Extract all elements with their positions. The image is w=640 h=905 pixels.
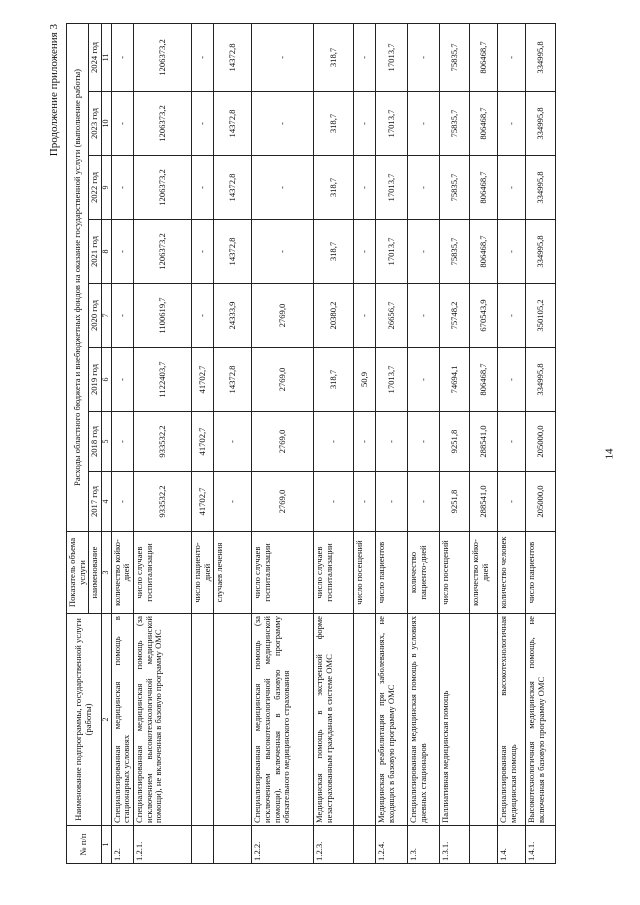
row-name: Специализированная медицинская помощь в условиях дневных стационаров	[408, 614, 440, 826]
row-value: 1206373,2	[134, 23, 192, 91]
row-value: 1206373,2	[134, 92, 192, 156]
row-unit: число случаев госпитализации	[252, 532, 314, 614]
continuation-note: Продолжение приложения 3	[48, 24, 60, 157]
column-index: 1	[101, 826, 111, 864]
row-value: 2769,0	[252, 412, 314, 472]
header-year: 2022 год	[89, 156, 102, 220]
row-value: -	[111, 220, 133, 284]
column-index: 10	[101, 92, 111, 156]
header-num: № п/п	[67, 826, 102, 864]
row-value: -	[354, 472, 376, 532]
row-value: 75835,7	[440, 92, 470, 156]
row-value: -	[376, 472, 408, 532]
row-value: 334995,8	[526, 23, 556, 91]
column-index: 6	[101, 348, 111, 412]
row-value: 1206373,2	[134, 156, 192, 220]
row-value: 24333,9	[214, 284, 252, 348]
row-value: 17013,7	[376, 220, 408, 284]
row-unit: число пациентов	[526, 532, 556, 614]
row-value: 806468,7	[470, 220, 498, 284]
row-value: -	[111, 348, 133, 412]
row-name: Специализированная медицинская помощь (за исключением высокотехнологичной медицинской помощи), включенная в базовую программу обязательного медицинского страхования	[252, 614, 314, 826]
table-row	[314, 23, 354, 863]
row-value: 14372,8	[214, 348, 252, 412]
row-value: 1100619,7	[134, 284, 192, 348]
budget-table	[66, 23, 556, 864]
row-number	[192, 826, 214, 864]
row-unit: число пациенто-дней	[192, 532, 214, 614]
row-name: Специализированная высокотехнологичная медицинская помощь	[498, 614, 526, 826]
row-value: 334995,8	[526, 92, 556, 156]
column-index: 3	[101, 532, 111, 614]
row-value: 14372,8	[214, 220, 252, 284]
table-row	[526, 23, 556, 863]
table-row	[440, 23, 470, 863]
row-number: 1.2.1.	[134, 826, 192, 864]
row-value: -	[498, 92, 526, 156]
row-value: 288541,0	[470, 412, 498, 472]
table-row	[354, 23, 376, 863]
row-value: -	[111, 156, 133, 220]
row-value: 9251,8	[440, 412, 470, 472]
row-name	[470, 614, 498, 826]
row-value: 75835,7	[440, 220, 470, 284]
row-number: 1.3.	[408, 826, 440, 864]
row-value: 933532,2	[134, 412, 192, 472]
row-unit: количество койко-дней	[470, 532, 498, 614]
row-value: -	[498, 220, 526, 284]
row-value: -	[408, 348, 440, 412]
column-index: 5	[101, 412, 111, 472]
row-value: -	[214, 472, 252, 532]
row-number: 1.2.3.	[314, 826, 354, 864]
row-value: -	[354, 92, 376, 156]
row-number: 1.3.1.	[440, 826, 470, 864]
row-unit: число посещений	[440, 532, 470, 614]
row-value: -	[192, 284, 214, 348]
column-index: 8	[101, 220, 111, 284]
row-number	[214, 826, 252, 864]
row-value: 75835,7	[440, 156, 470, 220]
table-row	[470, 23, 498, 863]
header-name: Наименование подпрограммы, государственной услуги (работы)	[67, 614, 102, 826]
row-value: 318,7	[314, 348, 354, 412]
row-value: 17013,7	[376, 23, 408, 91]
header-row-group	[67, 23, 89, 863]
header-year: 2024 год	[89, 23, 102, 91]
row-value: 17013,7	[376, 92, 408, 156]
row-value: -	[252, 23, 314, 91]
column-index-row	[101, 23, 111, 863]
row-value: -	[408, 284, 440, 348]
row-value: -	[252, 156, 314, 220]
row-value: 41702,7	[192, 472, 214, 532]
row-value: 806468,7	[470, 348, 498, 412]
row-number: 1.2.2.	[252, 826, 314, 864]
row-value: 14372,8	[214, 156, 252, 220]
row-value: -	[111, 23, 133, 91]
row-value: 14372,8	[214, 23, 252, 91]
row-value: -	[214, 412, 252, 472]
row-value: -	[354, 220, 376, 284]
row-unit: случаев лечения	[214, 532, 252, 614]
row-value: -	[408, 220, 440, 284]
table-row	[376, 23, 408, 863]
row-unit: число случаев госпитализации	[134, 532, 192, 614]
row-number: 1.4.1.	[526, 826, 556, 864]
row-name: Специализированная медицинская помощь в стационарных условиях	[111, 614, 133, 826]
rotated-page	[48, 24, 608, 864]
row-value: -	[111, 472, 133, 532]
row-value: -	[111, 284, 133, 348]
header-unit: наименование	[89, 532, 102, 614]
row-value: -	[408, 23, 440, 91]
row-value: 334995,8	[526, 348, 556, 412]
row-value: 350105,2	[526, 284, 556, 348]
row-value: 318,7	[314, 92, 354, 156]
row-name: Паллиативная медицинская помощь	[440, 614, 470, 826]
row-value: 933532,2	[134, 472, 192, 532]
row-value: -	[408, 92, 440, 156]
row-value: -	[354, 284, 376, 348]
row-value: -	[376, 412, 408, 472]
row-value: 75748,2	[440, 284, 470, 348]
row-unit: количество человек	[498, 532, 526, 614]
row-value: -	[192, 220, 214, 284]
table-header	[67, 23, 112, 863]
row-value: 2769,0	[252, 348, 314, 412]
row-value: 334995,8	[526, 220, 556, 284]
row-value: 318,7	[314, 156, 354, 220]
row-value: -	[252, 92, 314, 156]
row-value: -	[408, 412, 440, 472]
row-name: Высокотехнологичная медицинская помощь, не включенная в базовую программу ОМС	[526, 614, 556, 826]
row-value: -	[252, 220, 314, 284]
row-value: 288541,0	[470, 472, 498, 532]
row-value: 670543,9	[470, 284, 498, 348]
row-value: 1122403,7	[134, 348, 192, 412]
row-name	[192, 614, 214, 826]
column-index: 11	[101, 23, 111, 91]
row-unit: число посещений	[354, 532, 376, 614]
row-value: 2769,0	[252, 472, 314, 532]
row-value: -	[111, 92, 133, 156]
row-name	[214, 614, 252, 826]
row-value: 14372,8	[214, 92, 252, 156]
row-name: Специализированная медицинская помощь (за исключением высокотехнологичной медицинской помощи), не включенная в базовую программу ОМС	[134, 614, 192, 826]
row-value: -	[314, 412, 354, 472]
header-year: 2021 год	[89, 220, 102, 284]
row-value: 318,7	[314, 220, 354, 284]
header-year: 2018 год	[89, 412, 102, 472]
row-value: -	[498, 412, 526, 472]
column-index: 4	[101, 472, 111, 532]
row-value: 205000,0	[526, 412, 556, 472]
row-name	[354, 614, 376, 826]
column-index: 2	[101, 614, 111, 826]
row-value: 17013,7	[376, 348, 408, 412]
row-unit: число пациентов	[376, 532, 408, 614]
row-value: 2769,0	[252, 284, 314, 348]
row-name: Медицинская реабилитация при заболеваниях, не входящих в базовую программу ОМС	[376, 614, 408, 826]
header-year: 2023 год	[89, 92, 102, 156]
row-value: -	[498, 348, 526, 412]
page-number: 14	[603, 448, 616, 460]
row-value: 334995,8	[526, 156, 556, 220]
row-unit: количество койко-дней	[111, 532, 133, 614]
row-number	[354, 826, 376, 864]
row-number	[470, 826, 498, 864]
row-number: 1.4.	[498, 826, 526, 864]
row-value: -	[354, 23, 376, 91]
header-year: 2017 год	[89, 472, 102, 532]
row-value: -	[192, 92, 214, 156]
table-row	[192, 23, 214, 863]
row-value: 75835,7	[440, 23, 470, 91]
row-value: -	[314, 472, 354, 532]
row-value: -	[192, 156, 214, 220]
header-indicator-group: Показатель объема услуги	[67, 532, 89, 614]
row-value: 205000,0	[526, 472, 556, 532]
row-value: -	[111, 412, 133, 472]
row-name: Медицинская помощь в экстренной форме незастрахованным гражданам в системе ОМС	[314, 614, 354, 826]
row-value: 41702,7	[192, 348, 214, 412]
row-value: -	[408, 472, 440, 532]
table-row	[498, 23, 526, 863]
row-value: 41702,7	[192, 412, 214, 472]
row-value: 9251,8	[440, 472, 470, 532]
row-value: 20380,2	[314, 284, 354, 348]
table-row	[408, 23, 440, 863]
header-expense-group: Расходы областного бюджета и внебюджетных фондов на оказание государственной услуги (выполнение работы)	[67, 23, 89, 531]
table-row	[111, 23, 133, 863]
row-value: -	[354, 156, 376, 220]
header-year: 2020 год	[89, 284, 102, 348]
row-value: 1206373,2	[134, 220, 192, 284]
column-index: 7	[101, 284, 111, 348]
row-number: 1.2.4.	[376, 826, 408, 864]
row-value: 17013,7	[376, 156, 408, 220]
row-value: -	[498, 284, 526, 348]
row-value: -	[192, 23, 214, 91]
table-body	[111, 23, 556, 863]
row-value: -	[498, 156, 526, 220]
row-value: 806468,7	[470, 92, 498, 156]
row-value: 50,9	[354, 348, 376, 412]
table-row	[214, 23, 252, 863]
row-value: -	[498, 23, 526, 91]
row-value: -	[408, 156, 440, 220]
header-year: 2019 год	[89, 348, 102, 412]
row-unit: число случаев госпитализации	[314, 532, 354, 614]
row-number: 1.2.	[111, 826, 133, 864]
row-value: 318,7	[314, 23, 354, 91]
column-index: 9	[101, 156, 111, 220]
row-value: -	[354, 412, 376, 472]
row-unit: количество пациенто-дней	[408, 532, 440, 614]
row-value: 806468,7	[470, 156, 498, 220]
row-value: -	[498, 472, 526, 532]
row-value: 74694,1	[440, 348, 470, 412]
row-value: 26656,7	[376, 284, 408, 348]
table-row	[134, 23, 192, 863]
row-value: 806468,7	[470, 23, 498, 91]
table-row	[252, 23, 314, 863]
